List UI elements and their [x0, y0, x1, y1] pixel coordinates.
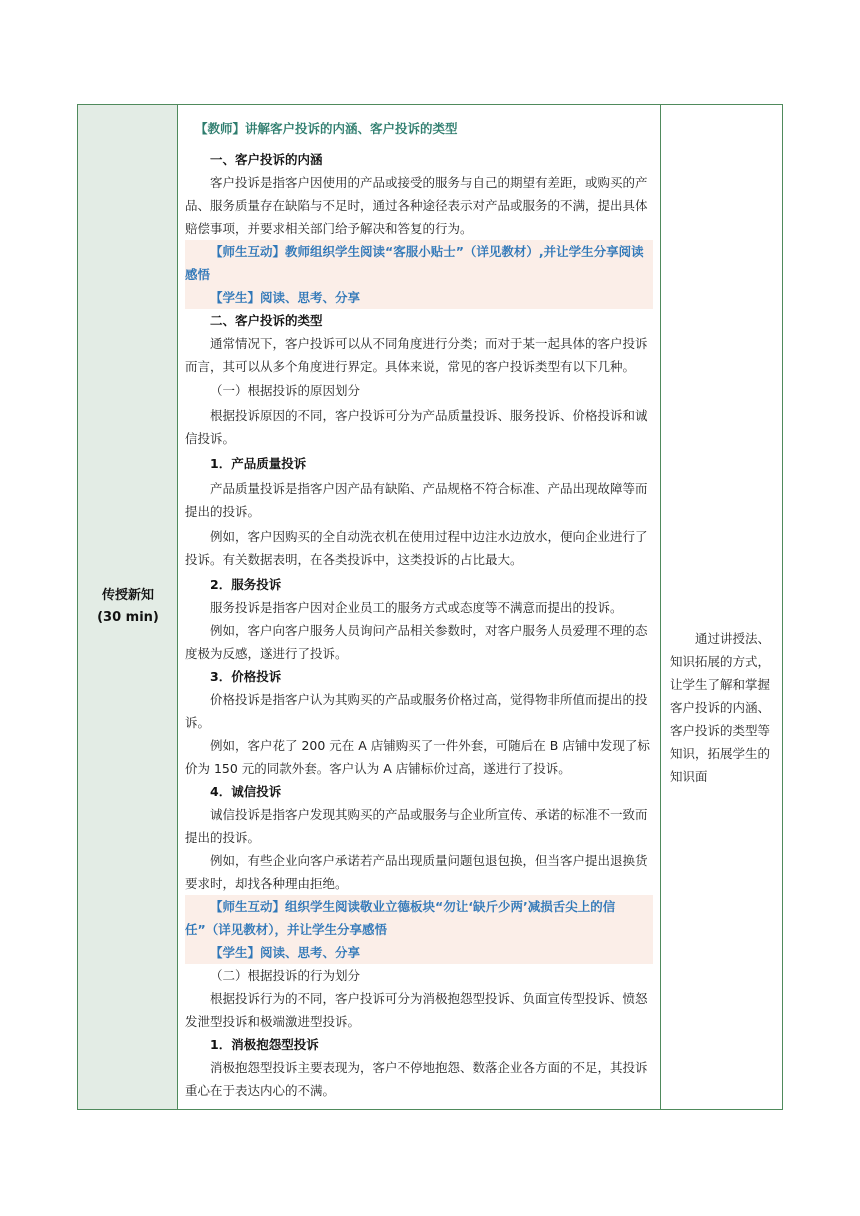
student-note-1: 【学生】阅读、思考、分享: [185, 286, 653, 309]
paragraph: 客户投诉是指客户因使用的产品或接受的服务与自己的期望有差距，或购买的产品、服务质量存在缺陷与不足时，通过各种途径表示对产品或服务的不满，提出具体赔偿事项，并要求相关部门给予解决和答复的行为。: [185, 175, 648, 236]
paragraph: 根据投诉原因的不同，客户投诉可分为产品质量投诉、服务投诉、价格投诉和诚信投诉。: [185, 408, 648, 446]
phase-title: 传授新知: [101, 588, 154, 603]
interaction-note-2: 【师生互动】组织学生阅读敬业立德板块“勿让‘缺斤少两’减损舌尖上的信任”（详见教材），并让学生分享感悟: [185, 895, 653, 941]
paragraph: 根据投诉行为的不同，客户投诉可分为消极抱怨型投诉、负面宣传型投诉、愤怒发泄型投诉和极端激进型投诉。: [185, 991, 648, 1029]
interaction-note-1: 【师生互动】教师组织学生阅读“客服小贴士”（详见教材）,并让学生分享阅读感悟: [185, 240, 653, 286]
paragraph: 产品质量投诉是指客户因产品有缺陷、产品规格不符合标准、产品出现故障等而提出的投诉。: [185, 481, 648, 519]
subsection-heading-1: （一）根据投诉的原因划分: [210, 383, 361, 398]
type-heading-1: 1．产品质量投诉: [210, 456, 307, 471]
paragraph: 消极抱怨型投诉主要表现为，客户不停地抱怨、数落企业各方面的不足，其投诉重心在于表达内心的不满。: [185, 1060, 648, 1098]
lesson-content: [185, 117, 653, 1102]
paragraph: 例如，客户花了 200 元在 A 店铺购买了一件外套，可随后在 B 店铺中发现了标价为 150 元的同款外套。客户认为 A 店铺标价过高，遂进行了投诉。: [185, 738, 650, 776]
type-heading-3: 3．价格投诉: [210, 669, 282, 684]
phase-duration: (30 min): [97, 610, 159, 625]
type-heading-2: 2．服务投诉: [210, 577, 282, 592]
phase-label: [78, 585, 178, 629]
type-heading-4: 4．诚信投诉: [210, 784, 282, 799]
section-heading-1: 一、客户投诉的内涵: [210, 152, 323, 167]
subsection-heading-2: （二）根据投诉的行为划分: [210, 968, 361, 983]
behavior-heading-1: 1．消极抱怨型投诉: [210, 1037, 319, 1052]
paragraph: 例如，客户因购买的全自动洗衣机在使用过程中边注水边放水，便向企业进行了投诉。有关数据表明，在各类投诉中，这类投诉的占比最大。: [185, 529, 648, 567]
design-intent-note: 通过讲授法、知识拓展的方式，让学生了解和掌握客户投诉的内涵、客户投诉的类型等知识，拓展学生的知识面: [670, 631, 771, 784]
paragraph: 通常情况下，客户投诉可以从不同角度进行分类；而对于某一起具体的客户投诉而言，其可以从多个角度进行界定。具体来说，常见的客户投诉类型有以下几种。: [185, 336, 648, 374]
paragraph: 例如，有些企业向客户承诺若产品出现质量问题包退包换，但当客户提出退换货要求时，却找各种理由拒绝。: [185, 853, 648, 891]
section-heading-2: 二、客户投诉的类型: [210, 313, 323, 328]
paragraph: 服务投诉是指客户因对企业员工的服务方式或态度等不满意而提出的投诉。: [210, 600, 623, 615]
design-intent-column: [660, 105, 782, 1109]
paragraph: 例如，客户向客户服务人员询问产品相关参数时，对客户服务人员爱理不理的态度极为反感，遂进行了投诉。: [185, 623, 648, 661]
paragraph: 诚信投诉是指客户发现其购买的产品或服务与企业所宣传、承诺的标准不一致而提出的投诉。: [185, 807, 648, 845]
student-note-2: 【学生】阅读、思考、分享: [185, 941, 653, 964]
teacher-tag: 【教师】讲解客户投诉的内涵、客户投诉的类型: [195, 121, 458, 136]
paragraph: 价格投诉是指客户认为其购买的产品或服务价格过高，觉得物非所值而提出的投诉。: [185, 692, 648, 730]
phase-column: [78, 105, 178, 1109]
